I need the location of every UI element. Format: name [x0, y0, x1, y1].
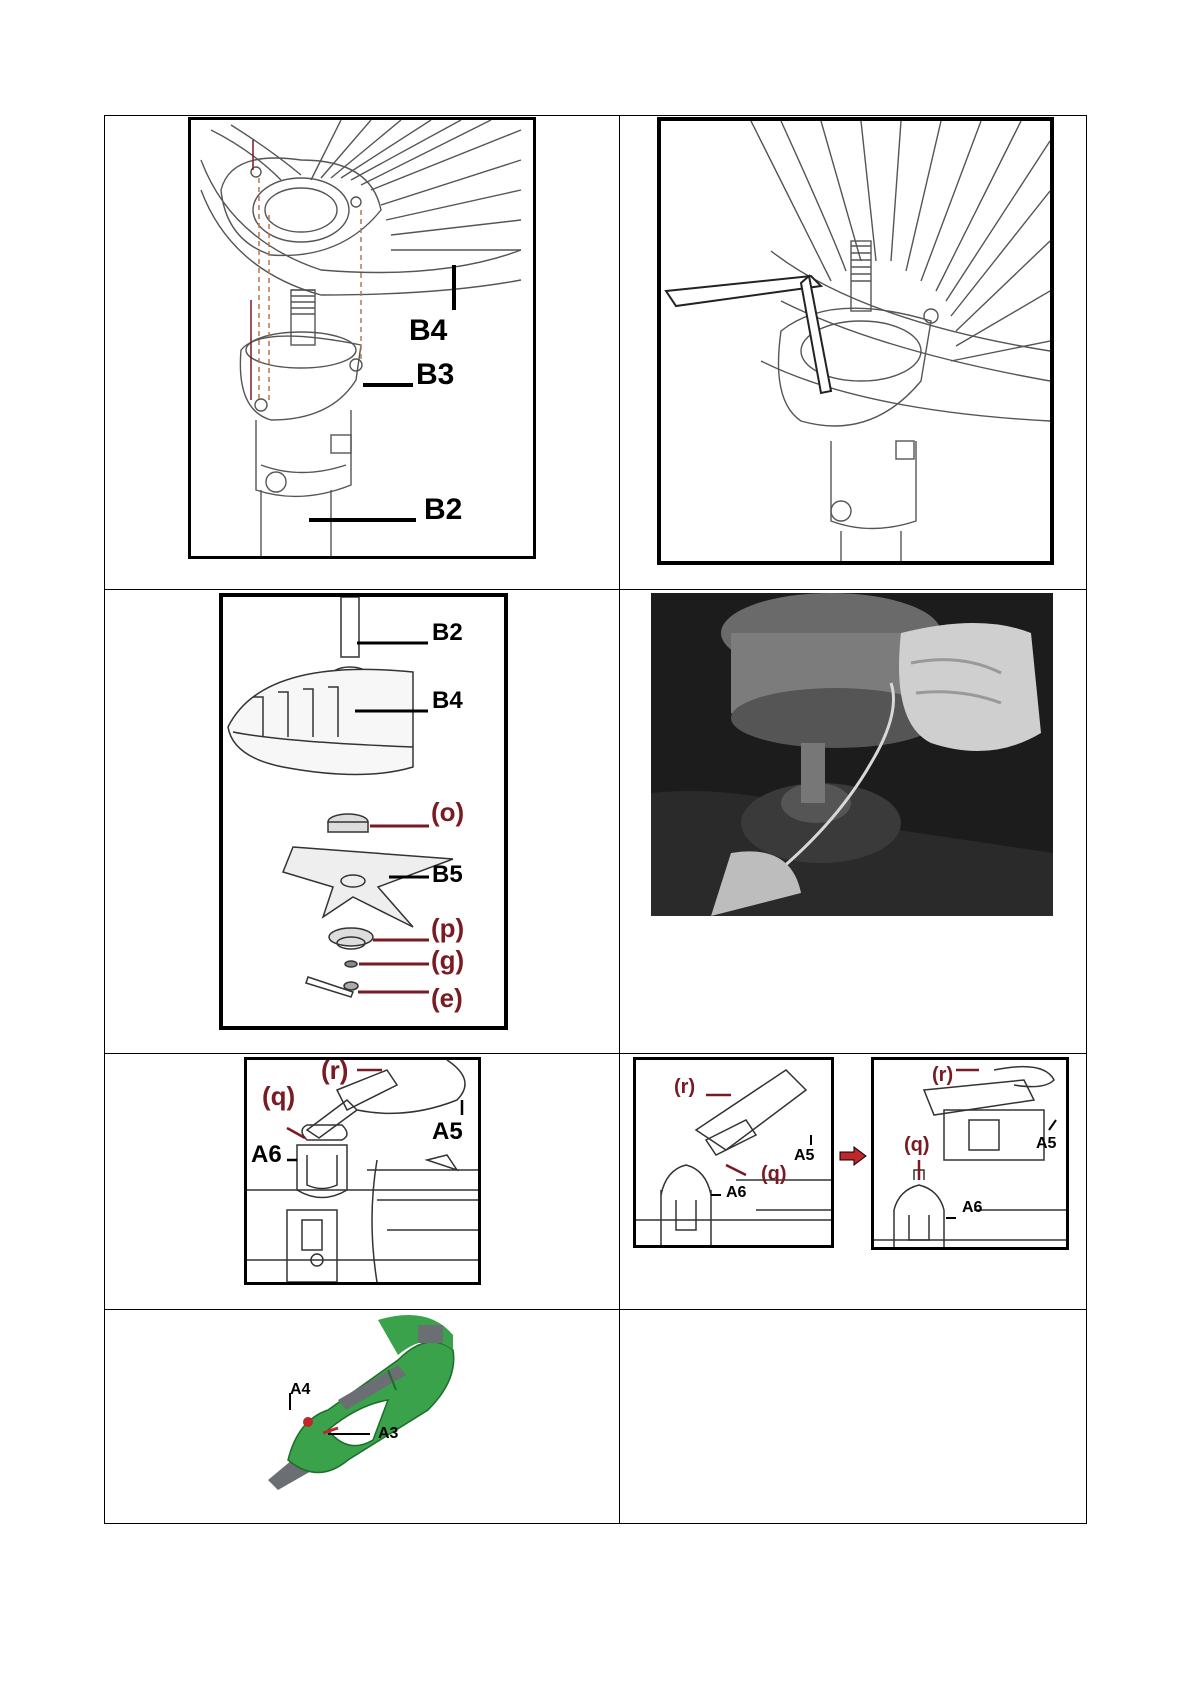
- figure-spool-photo: [651, 593, 1053, 916]
- label-p: (p): [431, 913, 465, 943]
- label-e: (e): [431, 983, 463, 1013]
- label-a5: A5: [1036, 1135, 1057, 1152]
- label-a4: A4: [290, 1381, 311, 1398]
- label-q: (q): [262, 1081, 296, 1111]
- figure-hook-release-step1: [633, 1057, 834, 1248]
- figure-strap-hook: [244, 1057, 481, 1285]
- label-g: (g): [431, 945, 465, 975]
- table-row-divider: [104, 1053, 1087, 1054]
- label-a3: A3: [378, 1425, 399, 1442]
- hex-key-drawing: [661, 121, 1050, 561]
- label-a6: A6: [962, 1199, 983, 1216]
- figure-hex-key-fitting: [657, 117, 1054, 565]
- label-b4: B4: [432, 687, 463, 714]
- guard-line-drawing: [191, 120, 533, 556]
- label-q: (q): [904, 1134, 930, 1156]
- label-o: (o): [431, 797, 465, 827]
- label-r: (r): [932, 1064, 954, 1086]
- figure-guard-assembly: [188, 117, 536, 559]
- label-r: (r): [674, 1076, 696, 1098]
- strap-hook-drawing: [874, 1060, 1066, 1247]
- figure-tool-handle: [268, 1310, 458, 1490]
- arrow-right-icon: [838, 1146, 868, 1166]
- label-b3: B3: [416, 358, 455, 391]
- label-b2: B2: [424, 493, 463, 526]
- tool-handle-drawing: [268, 1310, 458, 1490]
- table-column-divider: [619, 115, 620, 1524]
- label-q: (q): [761, 1163, 787, 1185]
- label-b4: B4: [409, 314, 448, 347]
- figure-hook-release-step2: [871, 1057, 1069, 1250]
- label-b5: B5: [432, 861, 463, 888]
- spool-photo: [651, 593, 1053, 916]
- label-a5: A5: [794, 1147, 815, 1164]
- label-a6: A6: [251, 1141, 282, 1168]
- label-a6: A6: [726, 1184, 747, 1201]
- figure-blade-exploded: [219, 593, 508, 1030]
- table-row-divider: [104, 1309, 1087, 1310]
- table-row-divider: [104, 589, 1087, 590]
- label-b2: B2: [432, 619, 463, 646]
- label-r: (r): [321, 1057, 349, 1085]
- label-a5: A5: [432, 1118, 463, 1145]
